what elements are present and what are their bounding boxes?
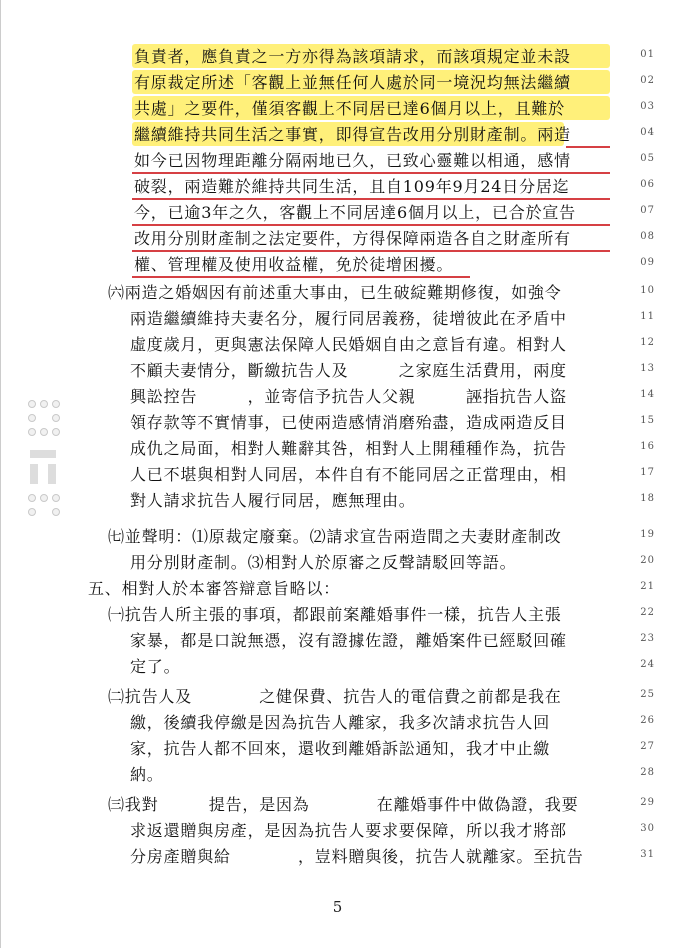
line-number: 14 <box>640 389 655 400</box>
text-line <box>0 522 675 548</box>
line-text: 共處」之要件，僅須客觀上不同居已達6個月以上，且難於 <box>134 99 565 118</box>
text-line <box>0 250 675 276</box>
line-text: 求返還贈與房產，是因為抗告人要求要保障，所以我才將部 <box>130 821 567 840</box>
line-text: 領存款等不實情事，已使兩造感情消磨殆盡，造成兩造反目 <box>130 413 567 432</box>
line-number: 07 <box>640 205 655 216</box>
text-line <box>0 224 675 250</box>
text-line <box>0 626 675 652</box>
text-line <box>0 816 675 842</box>
text-line <box>0 304 675 330</box>
text-line <box>0 760 675 786</box>
text-line <box>0 486 675 512</box>
text-line <box>0 434 675 460</box>
line-number: 26 <box>640 715 655 726</box>
line-text: 破裂，兩造難於維持共同生活，且自109年9月24日分居迄 <box>134 177 570 196</box>
text-line <box>0 734 675 760</box>
text-line <box>0 408 675 434</box>
line-text: ㈥兩造之婚姻因有前述重大事由，已生破綻難期修復，如強令 <box>108 283 562 302</box>
line-text: 家，抗告人都不回來，還收到離婚訴訟通知，我才中止繳 <box>130 739 551 758</box>
line-text: 虛度歲月，更與憲法保障人民婚姻自由之意旨有違。相對人 <box>130 335 567 354</box>
line-number: 31 <box>640 849 655 860</box>
line-number: 12 <box>640 337 655 348</box>
line-number: 23 <box>640 633 655 644</box>
text-line <box>0 198 675 224</box>
line-text: ㈠抗告人所主張的事項，都跟前案離婚事件一樣，抗告人主張 <box>108 605 562 624</box>
line-number: 15 <box>640 415 655 426</box>
line-number: 10 <box>640 285 655 296</box>
line-number: 08 <box>640 231 655 242</box>
text-line <box>0 172 675 198</box>
text-line <box>0 708 675 734</box>
line-number: 29 <box>640 797 655 808</box>
line-text: 如今已因物理距離分隔兩地已久，已致心靈難以相通，感情 <box>134 151 571 170</box>
text-line <box>0 42 675 68</box>
line-number: 17 <box>640 467 655 478</box>
line-text: 繳，後續我停繳是因為抗告人離家，我多次請求抗告人回 <box>130 713 551 732</box>
line-number: 21 <box>640 581 655 592</box>
text-line <box>0 94 675 120</box>
line-text: 權、管理權及使用收益權，免於徒增困擾。 <box>134 255 454 274</box>
line-text: 繼續維持共同生活之事實，即得宣告改用分別財產制。兩造 <box>134 125 571 144</box>
line-text: 家暴，都是口說無憑，沒有證據佐證，離婚案件已經駁回確 <box>130 631 567 650</box>
line-text: 對人請求抗告人履行同居，應無理由。 <box>130 491 416 510</box>
line-text: 興訟控告 ，並寄信予抗告人父親 誣指抗告人盜 <box>130 387 567 406</box>
line-number: 25 <box>640 689 655 700</box>
line-number: 30 <box>640 823 655 834</box>
page-number: 5 <box>332 898 343 916</box>
line-text: ㈢我對 提告，是因為 在離婚事件中做偽證，我要 <box>108 795 579 814</box>
line-text: 成仇之局面，相對人難辭其咎，相對人上開種種作為，抗告 <box>130 439 567 458</box>
line-text: 有原裁定所述「客觀上並無任何人處於同一境況均無法繼續 <box>134 73 571 92</box>
text-line <box>0 278 675 304</box>
line-number: 18 <box>640 493 655 504</box>
text-line <box>0 146 675 172</box>
text-line <box>0 682 675 708</box>
text-line <box>0 574 675 600</box>
line-number: 03 <box>640 101 655 112</box>
seal-mark <box>26 400 64 518</box>
text-line <box>0 842 675 868</box>
line-number: 27 <box>640 741 655 752</box>
text-line <box>0 356 675 382</box>
line-text: ㈡抗告人及 之健保費、抗告人的電信費之前都是我在 <box>108 687 562 706</box>
line-number: 04 <box>640 127 655 138</box>
text-line <box>0 460 675 486</box>
line-text: 改用分別財產制之法定要件，方得保障兩造各自之財產所有 <box>134 229 571 248</box>
line-number: 01 <box>640 49 655 60</box>
text-line <box>0 120 675 146</box>
text-line <box>0 548 675 574</box>
line-text: 納。 <box>130 765 164 784</box>
line-number: 22 <box>640 607 655 618</box>
text-line <box>0 790 675 816</box>
text-line <box>0 68 675 94</box>
line-number: 09 <box>640 257 655 268</box>
line-text: 用分別財產制。⑶相對人於原審之反聲請駁回等語。 <box>130 553 517 572</box>
line-text: 兩造繼續維持夫妻名分，履行同居義務，徒增彼此在矛盾中 <box>130 309 567 328</box>
line-number: 28 <box>640 767 655 778</box>
line-number: 24 <box>640 659 655 670</box>
line-number: 19 <box>640 529 655 540</box>
line-text: 人已不堪與相對人同居，本件自有不能同居之正當理由，相 <box>130 465 567 484</box>
line-number: 06 <box>640 179 655 190</box>
line-number: 05 <box>640 153 655 164</box>
line-text: 分房產贈與給 ，豈料贈與後，抗告人就離家。至抗告 <box>130 847 584 866</box>
line-text: 今，已逾3年之久，客觀上不同居達6個月以上，已合於宣告 <box>134 203 576 222</box>
line-text: 五、相對人於本審答辯意旨略以： <box>88 579 341 598</box>
text-line <box>0 330 675 356</box>
line-text: 負責者，應負責之一方亦得為該項請求，而該項規定並未設 <box>134 47 571 66</box>
line-number: 16 <box>640 441 655 452</box>
line-text: 定了。 <box>130 657 181 676</box>
line-number: 20 <box>640 555 655 566</box>
text-line <box>0 600 675 626</box>
line-number: 11 <box>640 311 655 322</box>
line-number: 13 <box>640 363 655 374</box>
line-text: ㈦並聲明：⑴原裁定廢棄。⑵請求宣告兩造間之夫妻財產制改 <box>108 527 562 546</box>
text-line <box>0 652 675 678</box>
line-number: 02 <box>640 75 655 86</box>
text-line <box>0 382 675 408</box>
line-text: 不顧夫妻情分，斷繳抗告人及 之家庭生活費用，兩度 <box>130 361 567 380</box>
